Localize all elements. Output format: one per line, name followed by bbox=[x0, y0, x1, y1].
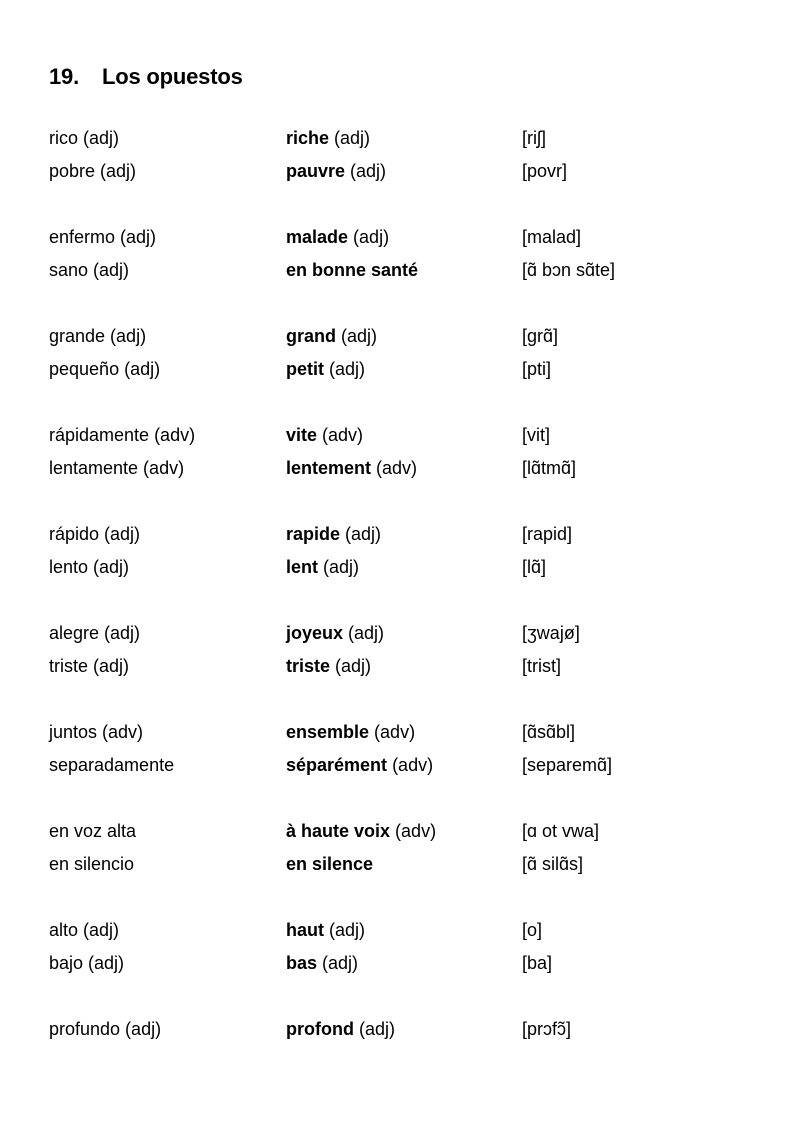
pronunciation: [ɑ̃sɑ̃bl] bbox=[522, 722, 576, 742]
spanish-term: pequeño (adj) bbox=[49, 359, 161, 379]
french-translation bbox=[286, 1018, 395, 1040]
french-word-class: (adj) bbox=[340, 524, 382, 544]
pronunciation: [ɑ̃ silɑ̃s] bbox=[522, 854, 584, 874]
pronunciation: [pti] bbox=[522, 359, 552, 379]
french-translation bbox=[286, 952, 358, 974]
french-translation bbox=[286, 325, 377, 347]
word-pair-group bbox=[0, 127, 794, 193]
french-word: en silence bbox=[286, 854, 374, 874]
spanish-term: profundo (adj) bbox=[49, 1019, 162, 1039]
french-translation bbox=[286, 457, 417, 479]
word-pair-group bbox=[0, 523, 794, 589]
french-translation bbox=[286, 919, 365, 941]
french-translation bbox=[286, 127, 370, 149]
french-word: pauvre bbox=[286, 161, 346, 181]
vocab-row bbox=[0, 820, 794, 853]
french-word-class: (adj) bbox=[336, 326, 378, 346]
french-word-class: (adj) bbox=[353, 1019, 395, 1039]
spanish-term: enfermo (adj) bbox=[49, 227, 157, 247]
french-word: lent bbox=[286, 557, 319, 577]
french-word-class: (adv) bbox=[369, 722, 416, 742]
vocab-row bbox=[0, 721, 794, 754]
spanish-term: pobre (adj) bbox=[49, 161, 137, 181]
vocab-row bbox=[0, 358, 794, 391]
word-pair-group bbox=[0, 721, 794, 787]
vocab-row bbox=[0, 1018, 794, 1051]
pronunciation: [lɑ̃] bbox=[522, 557, 547, 577]
pronunciation: [rapid] bbox=[522, 524, 573, 544]
spanish-term: rico (adj) bbox=[49, 128, 120, 148]
french-translation bbox=[286, 160, 386, 182]
french-translation bbox=[286, 655, 371, 677]
french-word-class: (adj) bbox=[324, 920, 366, 940]
word-pair-group bbox=[0, 424, 794, 490]
vocab-row bbox=[0, 259, 794, 292]
french-translation bbox=[286, 853, 373, 875]
vocab-row bbox=[0, 919, 794, 952]
section-number: 19. bbox=[49, 64, 79, 89]
word-pair-group bbox=[0, 226, 794, 292]
spanish-term: lento (adj) bbox=[49, 557, 130, 577]
word-pair-group bbox=[0, 919, 794, 985]
french-translation bbox=[286, 523, 381, 545]
vocab-row bbox=[0, 127, 794, 160]
page-title bbox=[49, 63, 243, 91]
vocab-row bbox=[0, 424, 794, 457]
french-translation bbox=[286, 754, 433, 776]
french-word: triste bbox=[286, 656, 331, 676]
pronunciation: [ba] bbox=[522, 953, 553, 973]
vocab-row bbox=[0, 325, 794, 358]
spanish-term: bajo (adj) bbox=[49, 953, 125, 973]
french-word-class: (adj) bbox=[318, 557, 360, 577]
vocab-row bbox=[0, 457, 794, 490]
vocab-row bbox=[0, 853, 794, 886]
french-word-class: (adj) bbox=[343, 623, 385, 643]
french-word: grand bbox=[286, 326, 337, 346]
french-word-class: (adv) bbox=[371, 458, 418, 478]
section-title: Los opuestos bbox=[102, 64, 243, 89]
french-word: ensemble bbox=[286, 722, 370, 742]
french-word-class: (adj) bbox=[329, 128, 371, 148]
spanish-term: en voz alta bbox=[49, 821, 137, 841]
pronunciation: [lɑ̃tmɑ̃] bbox=[522, 458, 577, 478]
pronunciation: [prɔfɔ̃] bbox=[522, 1019, 572, 1039]
vocab-row bbox=[0, 754, 794, 787]
french-word: lentement bbox=[286, 458, 372, 478]
vocab-row bbox=[0, 226, 794, 259]
french-word-class: (adj) bbox=[345, 161, 387, 181]
spanish-term: juntos (adv) bbox=[49, 722, 144, 742]
french-translation bbox=[286, 226, 389, 248]
spanish-term: alegre (adj) bbox=[49, 623, 141, 643]
pronunciation: [povr] bbox=[522, 161, 568, 181]
word-pair-group bbox=[0, 820, 794, 886]
french-word: haut bbox=[286, 920, 324, 940]
french-word-class: (adj) bbox=[317, 953, 359, 973]
french-translation bbox=[286, 259, 418, 281]
french-word: petit bbox=[286, 359, 324, 379]
pronunciation: [separemɑ̃] bbox=[522, 755, 613, 775]
french-word: rapide bbox=[286, 524, 341, 544]
word-pair-group bbox=[0, 325, 794, 391]
word-pair-group bbox=[0, 1018, 794, 1051]
french-word: à haute voix bbox=[286, 821, 391, 841]
vocab-row bbox=[0, 952, 794, 985]
french-word: riche bbox=[286, 128, 330, 148]
pronunciation: [vit] bbox=[522, 425, 551, 445]
pronunciation: [o] bbox=[522, 920, 543, 940]
pronunciation: [riʃ] bbox=[522, 128, 546, 148]
french-word-class: (adv) bbox=[317, 425, 364, 445]
spanish-term: rápido (adj) bbox=[49, 524, 141, 544]
pronunciation: [ʒwajø] bbox=[522, 623, 580, 643]
pronunciation: [ɑ ot vwa] bbox=[522, 821, 600, 841]
spanish-term: separadamente bbox=[49, 755, 175, 775]
french-word: joyeux bbox=[286, 623, 344, 643]
french-word-class: (adv) bbox=[390, 821, 437, 841]
spanish-term: grande (adj) bbox=[49, 326, 147, 346]
spanish-term: lentamente (adv) bbox=[49, 458, 185, 478]
french-word: séparément bbox=[286, 755, 388, 775]
french-translation bbox=[286, 556, 359, 578]
french-word: en bonne santé bbox=[286, 260, 419, 280]
word-pair-group bbox=[0, 622, 794, 688]
spanish-term: triste (adj) bbox=[49, 656, 130, 676]
spanish-term: alto (adj) bbox=[49, 920, 120, 940]
french-translation bbox=[286, 622, 384, 644]
french-word-class: (adj) bbox=[324, 359, 366, 379]
french-word: malade bbox=[286, 227, 349, 247]
pronunciation: [ɑ̃ bɔn sɑ̃te] bbox=[522, 260, 616, 280]
french-word: bas bbox=[286, 953, 318, 973]
vocab-row bbox=[0, 622, 794, 655]
pronunciation: [trist] bbox=[522, 656, 561, 676]
french-word: vite bbox=[286, 425, 318, 445]
french-word-class: (adj) bbox=[330, 656, 372, 676]
spanish-term: en silencio bbox=[49, 854, 135, 874]
vocab-row bbox=[0, 523, 794, 556]
vocab-row bbox=[0, 655, 794, 688]
french-word: profond bbox=[286, 1019, 354, 1039]
vocab-row bbox=[0, 556, 794, 589]
french-translation bbox=[286, 820, 436, 842]
french-word-class: (adv) bbox=[387, 755, 434, 775]
vocab-row bbox=[0, 160, 794, 193]
french-word-class: (adj) bbox=[348, 227, 390, 247]
french-translation bbox=[286, 424, 363, 446]
pronunciation: [malad] bbox=[522, 227, 582, 247]
french-translation bbox=[286, 721, 415, 743]
french-translation bbox=[286, 358, 365, 380]
spanish-term: rápidamente (adv) bbox=[49, 425, 196, 445]
pronunciation: [grɑ̃] bbox=[522, 326, 559, 346]
spanish-term: sano (adj) bbox=[49, 260, 130, 280]
